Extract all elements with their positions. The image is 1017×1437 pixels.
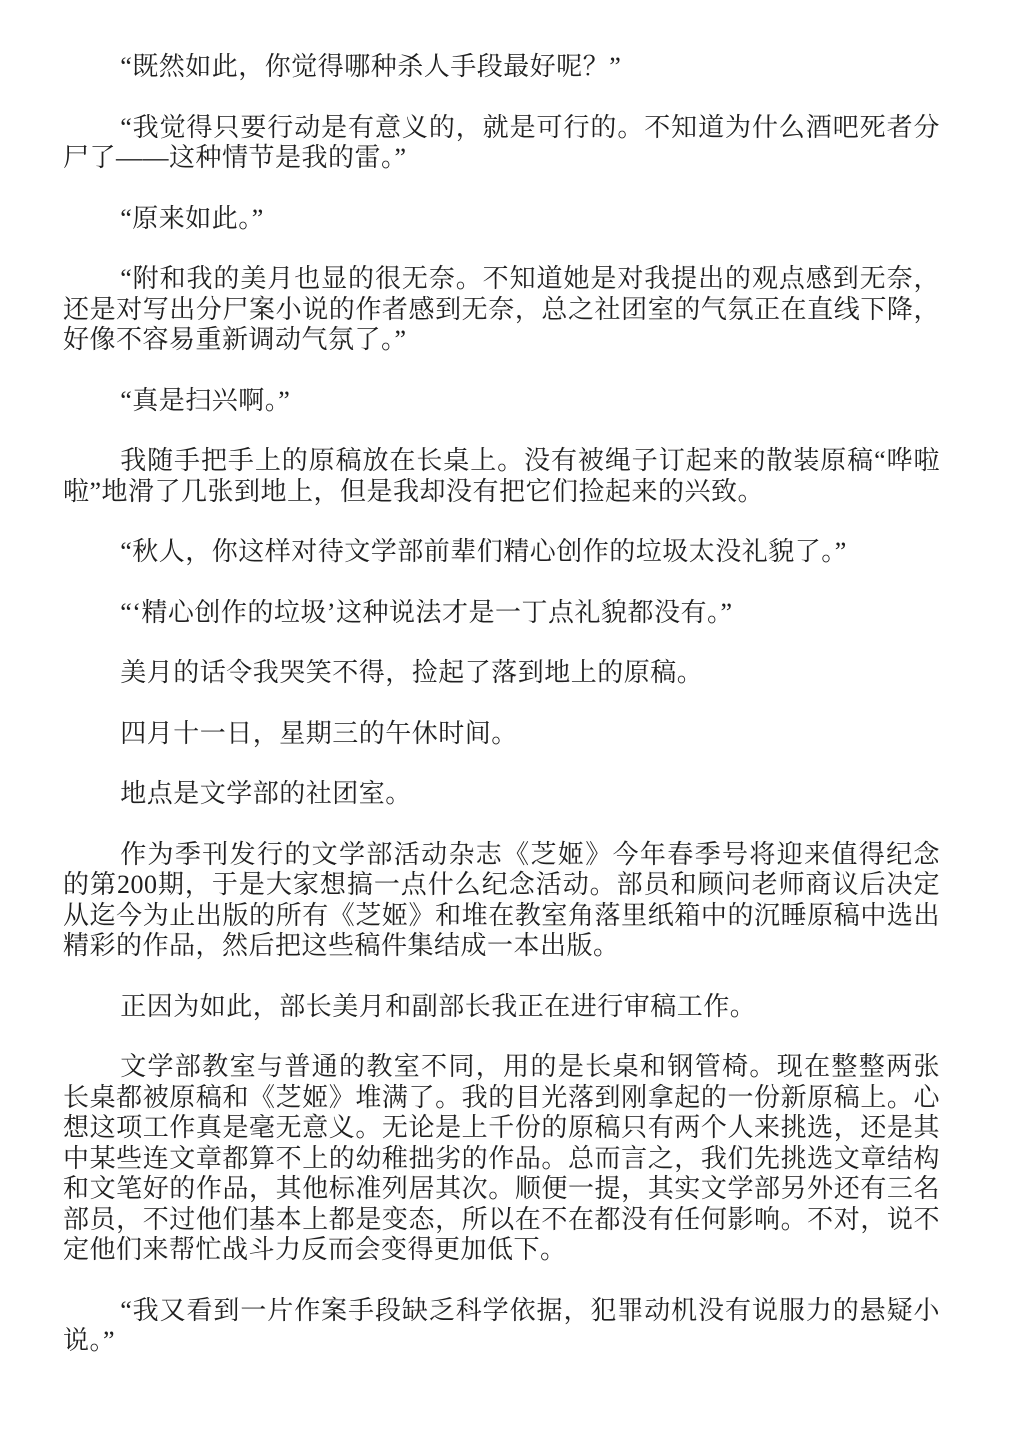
paragraph: “我觉得只要行动是有意义的，就是可行的。不知道为什么酒吧死者分尸了——这种情节是我的雷。”	[63, 112, 940, 172]
paragraph: “‘精心创作的垃圾’这种说法才是一丁点礼貌都没有。”	[120, 597, 733, 627]
paragraph: “真是扫兴啊。”	[120, 385, 291, 415]
paragraph: “原来如此。”	[120, 203, 264, 233]
paragraph: “我又看到一片作案手段缺乏科学依据，犯罪动机没有说服力的悬疑小说。”	[63, 1295, 940, 1355]
paragraph: 地点是文学部的社团室。	[120, 779, 412, 808]
paragraph: “附和我的美月也显的很无奈。不知道她是对我提出的观点感到无奈，还是对写出分尸案小说的作者感到无奈，总之社团室的气氛正在直线下降，好像不容易重新调动气氛了。”	[63, 264, 940, 354]
paragraph: 美月的话令我哭笑不得，捡起了落到地上的原稿。	[120, 658, 704, 687]
paragraph: 作为季刊发行的文学部活动杂志《芝姬》今年春季号将迎来值得纪念的第200期，于是大家想搞一点什么纪念活动。部员和顾问老师商议后决定从迄今为止出版的所有《芝姬》和堆在教室角落里纸箱中的沉睡原稿中选出精彩的作品，然后把这些稿件集结成一本出版。	[63, 839, 940, 960]
paragraph: 正因为如此，部长美月和副部长我正在进行审稿工作。	[120, 991, 757, 1021]
paragraph: “秋人，你这样对待文学部前辈们精心创作的垃圾太没礼貌了。”	[120, 537, 847, 566]
paragraph: 文学部教室与普通的教室不同，用的是长桌和钢管椅。现在整整两张长桌都被原稿和《芝姬》堆满了。我的目光落到刚拿起的一份新原稿上。心想这项工作真是毫无意义。无论是上千份的原稿只有两个人来挑选，还是其中某些连文章都算不上的幼稚拙劣的作品。总而言之，我们先挑选文章结构和文笔好的作品，其他标准列居其次。顺便一提，其实文学部另外还有三名部员，不过他们基本上都是变态，所以在不在都没有任何影响。不对，说不定他们来帮忙战斗力反而会变得更加低下。	[63, 1052, 940, 1264]
paragraph: 我随手把手上的原稿放在长桌上。没有被绳子订起来的散装原稿“哗啦啦”地滑了几张到地上，但是我却没有把它们捡起来的兴致。	[63, 446, 940, 506]
paragraph: 四月十一日，星期三的午休时间。	[120, 718, 518, 748]
paragraph: “既然如此，你觉得哪种杀人手段最好呢？”	[120, 52, 622, 81]
